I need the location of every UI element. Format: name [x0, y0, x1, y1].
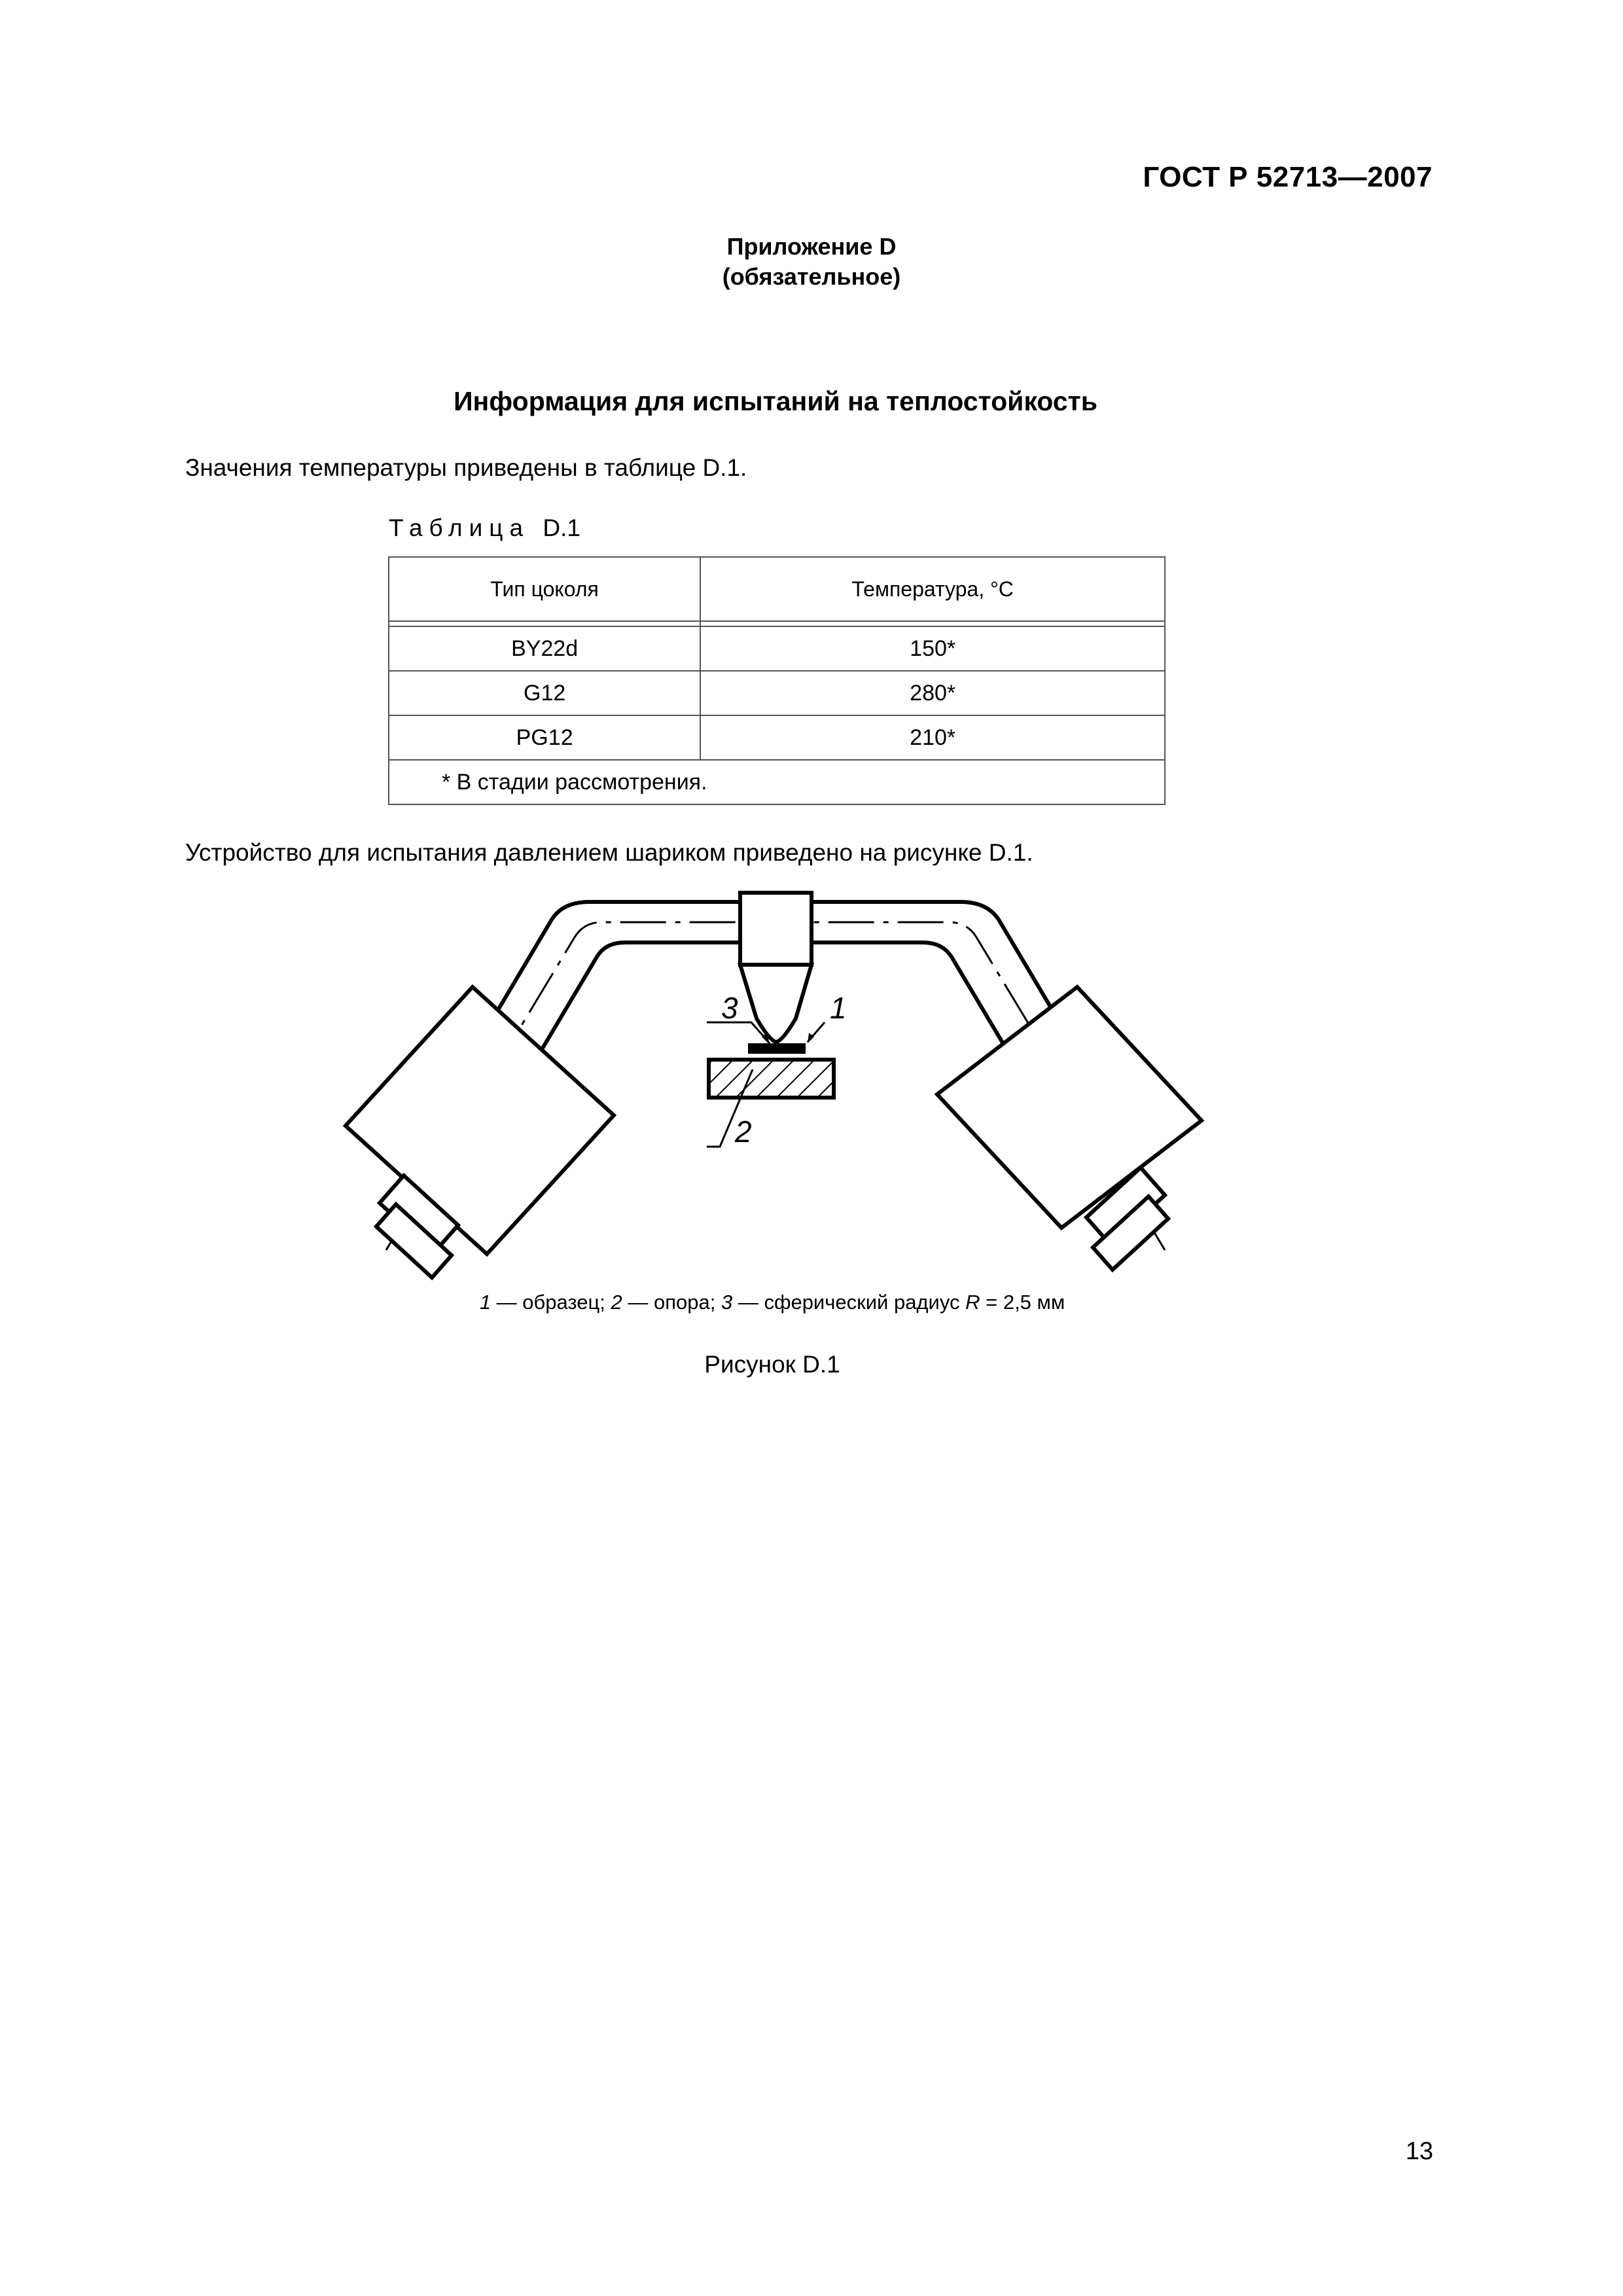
- support-block: [709, 1060, 834, 1098]
- cell-base-type: G12: [389, 671, 700, 715]
- legend-number-2: 2: [611, 1291, 622, 1314]
- legend-text-3: — сферический радиус: [732, 1291, 966, 1314]
- callout-label-1: 1: [830, 991, 847, 1025]
- figure-legend: [0, 1291, 1544, 1314]
- page-number: 13: [1405, 2138, 1433, 2165]
- appendix-title: Приложение D: [726, 233, 897, 260]
- paragraph-figure-reference: Устройство для испытания давлением шариком приведено на рисунке D.1.: [185, 839, 1033, 866]
- appendix-status: (обязательное): [722, 263, 901, 290]
- figure-caption: Рисунок D.1: [704, 1351, 840, 1378]
- table-caption-word: Таблица: [389, 514, 530, 541]
- standard-number: ГОСТ Р 52713—2007: [1143, 161, 1433, 193]
- legend-number-3: 3: [721, 1291, 733, 1314]
- legend-number-1: 1: [479, 1291, 491, 1314]
- right-weight: [937, 987, 1202, 1270]
- legend-text-4: = 2,5 мм: [980, 1291, 1065, 1314]
- column-header-temperature: Температура, °C: [700, 557, 1165, 621]
- column-header-base-type: Тип цоколя: [389, 557, 700, 621]
- callout-label-3: 3: [721, 991, 738, 1025]
- paragraph-table-reference: Значения температуры приведены в таблице D.1.: [185, 454, 747, 481]
- cell-base-type: PG12: [389, 715, 700, 760]
- cell-temperature: 150*: [700, 626, 1165, 671]
- cell-temperature: 210*: [700, 715, 1165, 760]
- left-weight: [346, 987, 614, 1278]
- table-caption-number: D.1: [543, 514, 580, 541]
- cell-base-type: BY22d: [389, 626, 700, 671]
- cell-temperature: 280*: [700, 671, 1165, 715]
- legend-text-1: — образец;: [491, 1291, 611, 1314]
- indenter: [740, 893, 812, 1042]
- legend-text-2: — опора;: [622, 1291, 721, 1314]
- section-title: Информация для испытаний на теплостойкость: [454, 386, 1097, 416]
- table-footnote: * В стадии рассмотрения.: [389, 760, 1165, 804]
- specimen: [748, 1043, 806, 1054]
- callout-label-2: 2: [735, 1115, 752, 1149]
- legend-radius-symbol: R: [965, 1291, 980, 1314]
